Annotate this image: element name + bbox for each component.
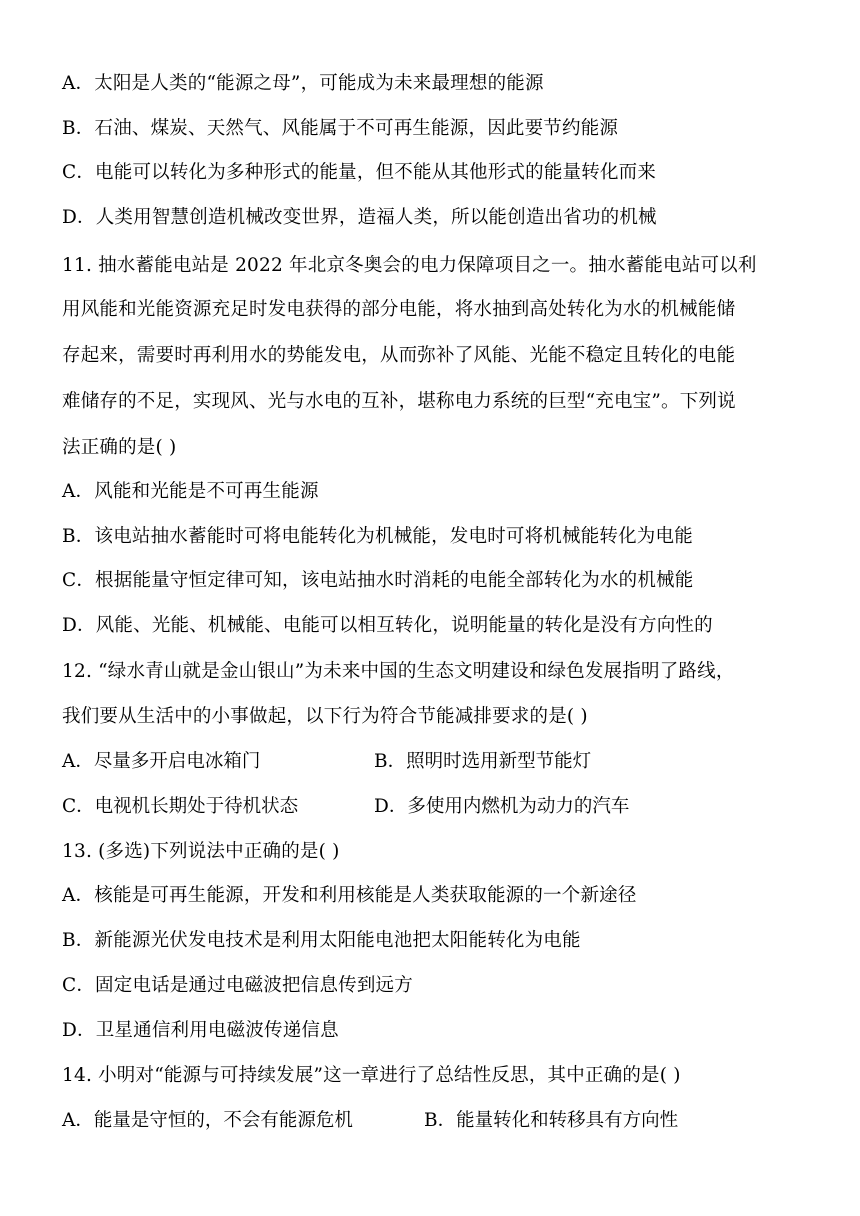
q12-stem-line: 12. “绿水青山就是金山银山”为未来中国的生态文明建设和绿色发展指明了路线， <box>62 661 735 682</box>
q11-option-a: A．风能和光能是不可再生能源 <box>62 481 319 502</box>
q14-stem: 14. 小明对“能源与可持续发展”这一章进行了总结性反思，其中正确的是( ) <box>62 1065 681 1086</box>
q11-option-c: C．根据能量守恒定律可知，该电站抽水时消耗的电能全部转化为水的机械能 <box>62 570 694 591</box>
q11-option-d: D．风能、光能、机械能、电能可以相互转化，说明能量的转化是没有方向性的 <box>62 615 713 636</box>
q10-option-d: D．人类用智慧创造机械改变世界，造福人类，所以能创造出省功的机械 <box>62 207 657 228</box>
q13-option-a: A．核能是可再生能源，开发和利用核能是人类获取能源的一个新途径 <box>62 885 637 906</box>
q11-option-b: B．该电站抽水蓄能时可将电能转化为机械能，发电时可将机械能转化为电能 <box>62 526 693 547</box>
q11-stem-line: 11. 抽水蓄能电站是 2022 年北京冬奥会的电力保障项目之一。抽水蓄能电站可以利 <box>62 255 757 276</box>
q11-stem-line: 存起来，需要时再利用水的势能发电，从而弥补了风能、光能不稳定且转化的电能 <box>62 345 736 366</box>
q11-stem-line: 用风能和光能资源充足时发电获得的部分电能，将水抽到高处转化为水的机械能储 <box>62 299 736 320</box>
q12-option-a: A．尽量多开启电冰箱门 <box>62 751 261 772</box>
q12-stem-line: 我们要从生活中的小事做起，以下行为符合节能减排要求的是( ) <box>62 706 588 727</box>
q14-option-b: B．能量转化和转移具有方向性 <box>424 1110 679 1131</box>
q11-stem-line: 难储存的不足，实现风、光与水电的互补，堪称电力系统的巨型“充电宝”。下列说 <box>62 391 736 412</box>
q13-option-d: D．卫星通信利用电磁波传递信息 <box>62 1020 339 1041</box>
q10-option-a: A．太阳是人类的“能源之母”，可能成为未来最理想的能源 <box>62 73 544 94</box>
q10-option-b: B．石油、煤炭、天然气、风能属于不可再生能源，因此要节约能源 <box>62 118 619 139</box>
q11-stem-line: 法正确的是( ) <box>62 437 177 458</box>
q12-option-d: D．多使用内燃机为动力的汽车 <box>374 796 630 817</box>
q13-option-c: C．固定电话是通过电磁波把信息传到远方 <box>62 975 413 996</box>
q12-option-b: B．照明时选用新型节能灯 <box>374 751 592 772</box>
q10-option-c: C．电能可以转化为多种形式的能量，但不能从其他形式的能量转化而来 <box>62 162 657 183</box>
q14-option-a: A．能量是守恒的，不会有能源危机 <box>62 1110 353 1131</box>
q13-option-b: B．新能源光伏发电技术是利用太阳能电池把太阳能转化为电能 <box>62 930 581 951</box>
q12-option-c: C．电视机长期处于待机状态 <box>62 796 299 817</box>
q13-stem: 13. (多选)下列说法中正确的是( ) <box>62 841 340 862</box>
